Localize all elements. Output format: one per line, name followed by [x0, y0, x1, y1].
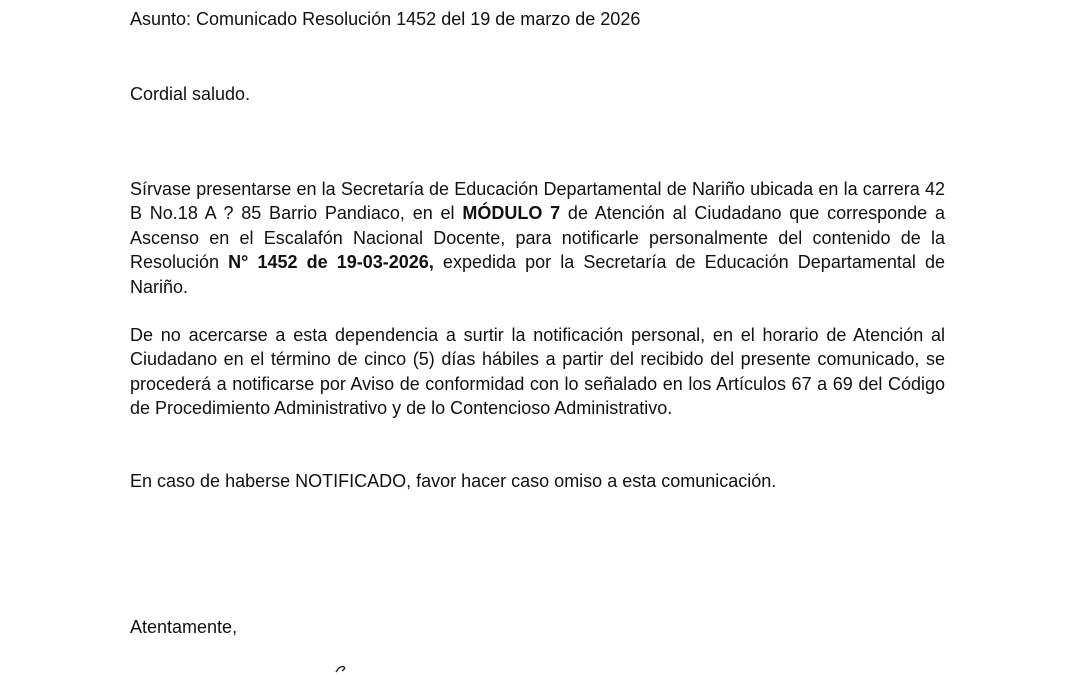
paragraph-presentation-text-1: Sírvase presentarse en la Secretaría de Educación Departamental de Nariño ubicada en la carrera 42 B No.18 A ? 85 Barrio Pandiaco, en el: [130, 179, 945, 224]
paragraph-omit: En caso de haberse NOTIFICADO, favor hacer caso omiso a esta comunicación.: [130, 471, 777, 491]
paragraph-presentation: [130, 177, 945, 299]
subject-line: Asunto: Comunicado Resolución 1452 del 19 de marzo de 2026: [130, 9, 641, 29]
signature-fragment-icon: [334, 664, 348, 674]
paragraph-presentation-text-3: expedida por la Secretaría de Educación Departamental de Nariño.: [130, 252, 945, 297]
module-number: MÓDULO 7: [462, 203, 561, 224]
paragraph-notice: De no acercarse a esta dependencia a surtir la notificación personal, en el horario de Atención al Ciudadano en el término de cinco (5) días hábiles a partir del recibido del presente comunicado, se procederá a notificarse por Aviso de conformidad con lo señalado en los Artículos 67 a 69 del Código de Procedimiento Administrativo y de lo Contencioso Administrativo.: [130, 325, 945, 419]
resolution-number: N° 1452 de 19-03-2026,: [228, 252, 434, 273]
greeting: Cordial saludo.: [130, 84, 251, 104]
paragraph-presentation-text-2: de Atención al Ciudadano que corresponde a Ascenso en el Escalafón Nacional Docente, para notificarle personalmente del contenido de la Resolución: [130, 203, 945, 273]
closing: Atentamente,: [130, 617, 238, 637]
